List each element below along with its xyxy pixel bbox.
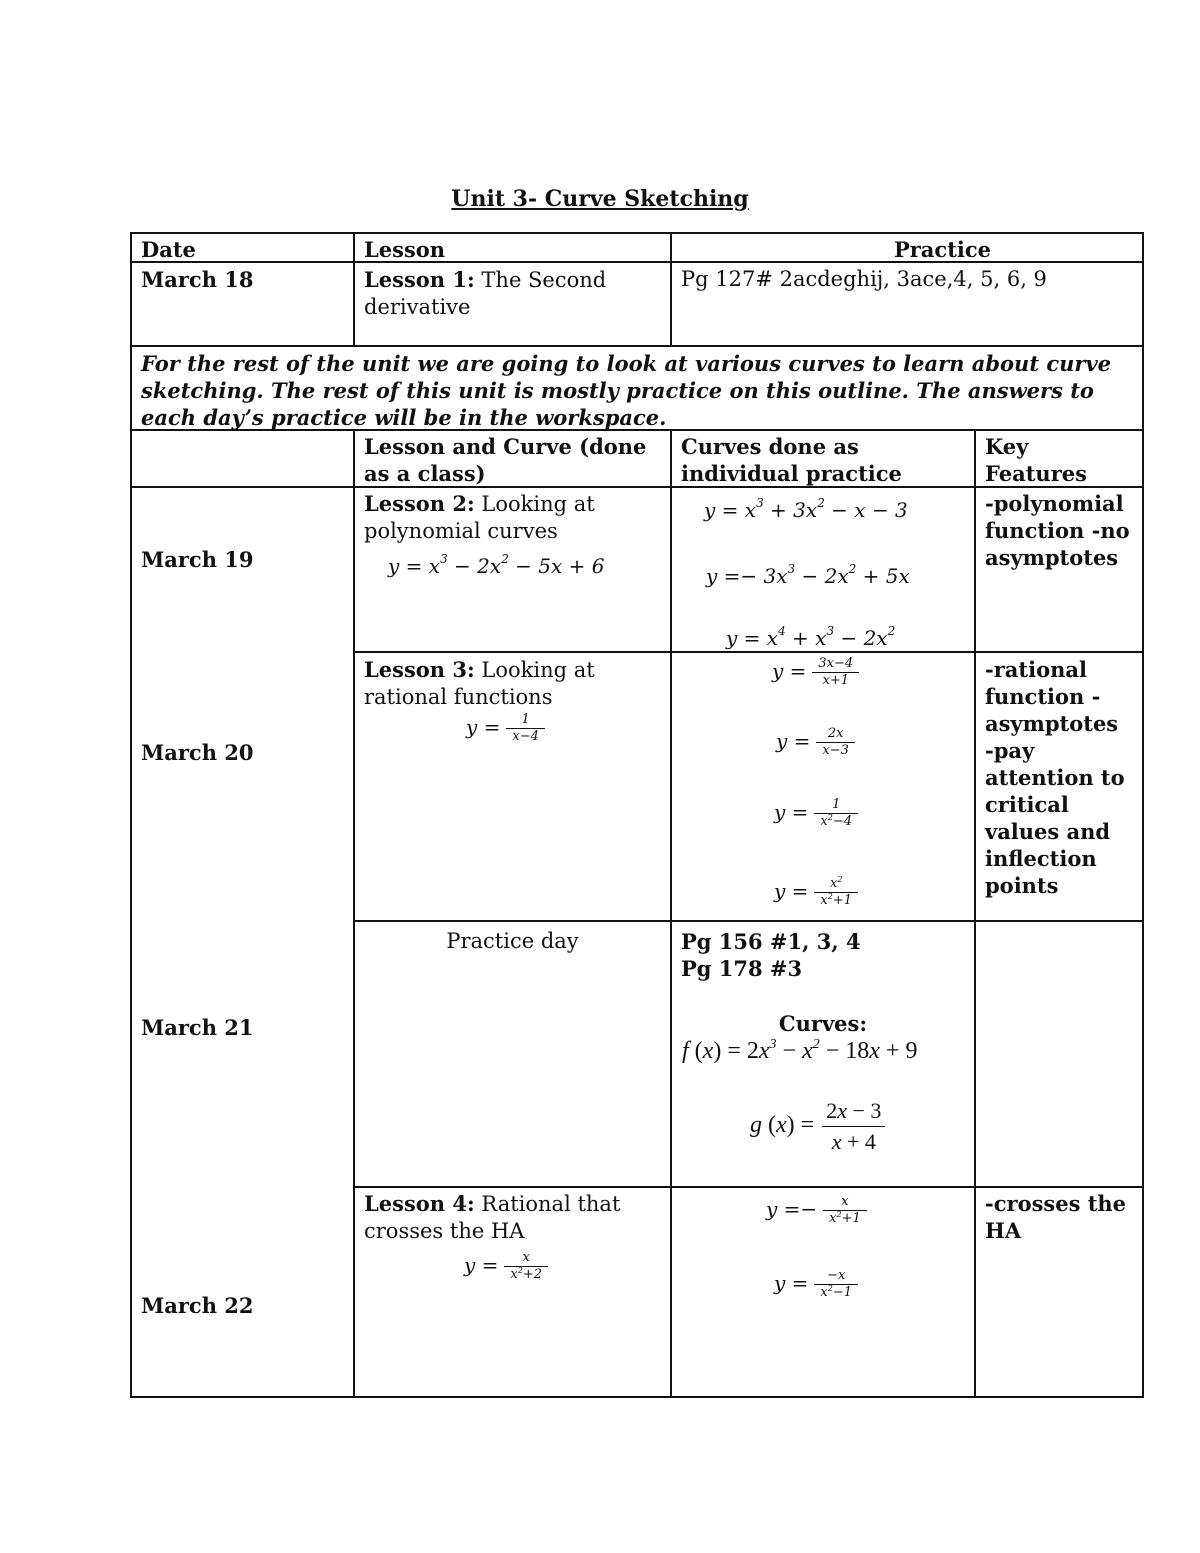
- date-march-18: March 18: [141, 267, 254, 292]
- practice-curve: y = $\frac{-x}{x^2-1}$: [774, 1268, 858, 1301]
- lesson-title: The Second derivative: [364, 268, 607, 319]
- header-practice: Practice: [893, 237, 992, 262]
- lesson-2: [355, 488, 670, 547]
- column-divider: [974, 429, 976, 1398]
- practice-curve: y = $\frac{x^2}{x^2+1}$: [774, 876, 858, 909]
- row-divider: [130, 345, 1144, 347]
- header-date: Date: [141, 237, 196, 262]
- class-curve: y = $\frac{x}{x^2+2}$: [464, 1250, 548, 1283]
- practice-curve: y = $\frac{1}{x^2-4}$: [774, 797, 858, 830]
- date-march-21: March 21: [141, 1015, 254, 1040]
- features-march-19: -polynomial function -no asymptotes: [985, 491, 1130, 570]
- practice-day: Practice day: [446, 929, 579, 953]
- features-march-22: -crosses the HA: [985, 1191, 1127, 1243]
- practice-curve: $y = x^3 + 3x^2 - x - 3$: [704, 496, 908, 522]
- lesson-number: Lesson 3:: [364, 657, 475, 682]
- practice-march-18: Pg 127# 2acdeghij, 3ace,4, 5, 6, 9: [681, 267, 1047, 291]
- lesson-number: Lesson 1:: [364, 267, 475, 292]
- practice-curve: y = $\frac{2x}{x-3}$: [776, 726, 855, 759]
- date-march-19: March 19: [141, 547, 254, 572]
- date-march-22: March 22: [141, 1293, 254, 1318]
- practice-line-1: Pg 156 #1, 3, 4: [681, 929, 861, 954]
- practice-curve: y =− $\frac{x}{x^2+1}$: [766, 1194, 867, 1227]
- subheader-key-features: Key Features: [985, 434, 1087, 486]
- practice-line-2: Pg 178 #3: [681, 956, 803, 981]
- header-lesson: Lesson: [364, 237, 446, 262]
- table-border-right: [1142, 232, 1144, 1398]
- column-divider: [670, 429, 672, 1398]
- class-curve: y = $\frac{1}{x-4}$: [466, 712, 545, 745]
- curves-label: Curves:: [778, 1011, 868, 1036]
- features-march-20: -rational function -asymptotes -pay attention to critical values and inflection points: [985, 657, 1125, 898]
- practice-curve: $y = x^4 + x^3 - 2x^2$: [726, 624, 896, 650]
- page-title: Unit 3- Curve Sketching: [451, 186, 749, 212]
- practice-curve: y = $\frac{3x-4}{x+1}$: [772, 656, 859, 689]
- unit-note: For the rest of the unit we are going to look at various curves to learn about curve sketching. The rest of this unit is mostly practice on this outline. The answers to each day’s practice will be in the workspace.: [141, 351, 1112, 430]
- lesson-title: Looking at polynomial curves: [364, 492, 595, 543]
- subheader-lesson-curve: Lesson and Curve (done as a class): [364, 434, 647, 486]
- lesson-title: Rational that crosses the HA: [364, 1192, 621, 1243]
- table-border-bottom: [130, 1396, 1144, 1398]
- row-divider: [354, 920, 1144, 922]
- subheader-individual: Curves done as individual practice: [681, 434, 902, 486]
- curve-f: f $(x) = 2x^3 - x^2 - 18x + 9$: [682, 1037, 918, 1064]
- lesson-4: [355, 1188, 670, 1247]
- practice-curve: $y =- 3x^3 - 2x^2 + 5x$: [706, 562, 910, 588]
- curve-g: g (x) = $\frac{2x - 3}{x + 4}$: [750, 1096, 885, 1157]
- row-divider: [354, 651, 1144, 653]
- lesson-number: Lesson 4:: [364, 1191, 475, 1216]
- date-march-20: March 20: [141, 740, 254, 765]
- outline-table: [130, 232, 1144, 1398]
- class-curve: $y = x^3 - 2x^2 - 5x + 6$: [388, 552, 605, 578]
- lesson-number: Lesson 2:: [364, 491, 475, 516]
- lesson-3: [355, 654, 670, 713]
- column-divider: [353, 429, 355, 1398]
- lesson-title: Looking at rational functions: [364, 658, 595, 709]
- lesson-1: [355, 264, 670, 323]
